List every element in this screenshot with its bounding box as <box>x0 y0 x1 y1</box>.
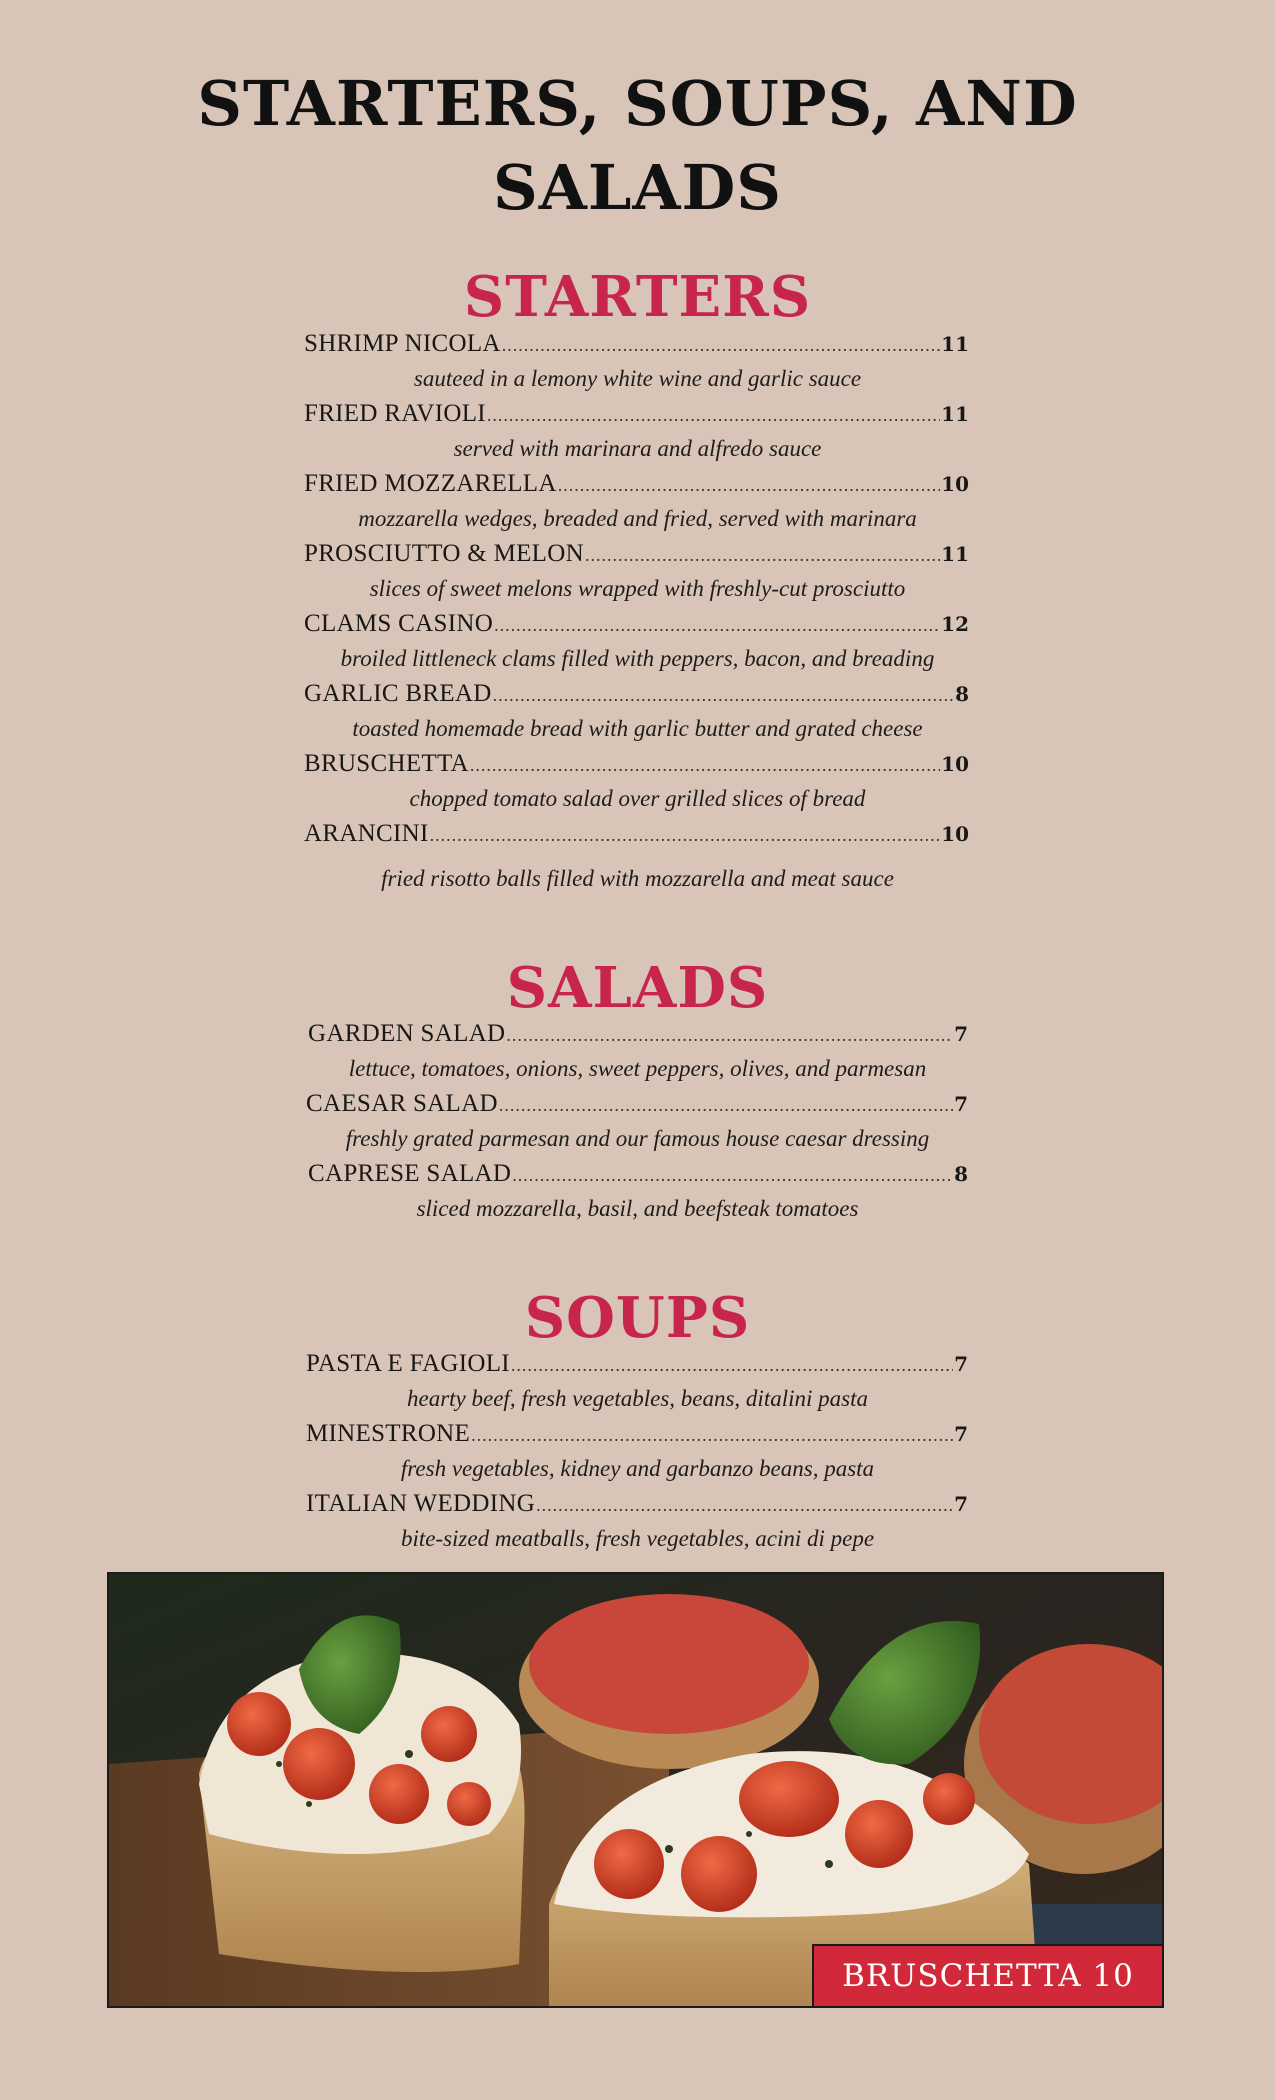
item-description: sauteed in a lemony white wine and garlic sauce <box>413 366 862 391</box>
item-price: 11 <box>941 402 969 426</box>
item-description: sliced mozzarella, basil, and beefsteak tomatoes <box>416 1196 859 1221</box>
menu-item-caprese-salad <box>308 1157 968 1191</box>
item-description: fresh vegetables, kidney and garbanzo beans, pasta <box>400 1456 875 1481</box>
bruschetta-photo <box>107 1572 1164 2008</box>
item-name: BRUSCHETTA <box>304 750 469 777</box>
item-description: slices of sweet melons wrapped with freshly-cut prosciutto <box>369 576 906 601</box>
dot-leader <box>470 748 940 782</box>
menu-item-caesar-salad <box>306 1087 968 1121</box>
item-name: ARANCINI <box>304 820 429 847</box>
item-price: 10 <box>941 752 969 776</box>
item-description: freshly grated parmesan and our famous house caesar dressing <box>345 1126 930 1151</box>
dot-leader <box>487 398 940 432</box>
dot-leader <box>471 1418 953 1452</box>
item-price: 12 <box>941 612 969 636</box>
dot-leader <box>511 1348 953 1382</box>
page-title-line-2: SALADS <box>492 151 783 224</box>
dot-leader <box>430 818 941 852</box>
item-name: ITALIAN WEDDING <box>306 1490 536 1517</box>
item-name: CAPRESE SALAD <box>308 1160 512 1187</box>
item-name: CAESAR SALAD <box>306 1090 498 1117</box>
dot-leader <box>493 678 954 712</box>
menu-item-bruschetta <box>304 747 969 781</box>
section-heading-salads: SALADS <box>506 955 769 1021</box>
item-name: GARDEN SALAD <box>308 1020 506 1047</box>
menu-item-prosciutto-melon <box>304 537 969 571</box>
item-description: lettuce, tomatoes, onions, sweet peppers, olives, and parmesan <box>348 1056 927 1081</box>
section-heading-starters: STARTERS <box>463 264 812 330</box>
item-description: hearty beef, fresh vegetables, beans, ditalini pasta <box>407 1386 868 1411</box>
dot-leader <box>512 1158 953 1192</box>
item-name: FRIED MOZZARELLA <box>304 470 557 497</box>
item-price: 8 <box>954 1162 968 1186</box>
page-title-line-1: STARTERS, SOUPS, AND <box>197 67 1078 140</box>
item-price: 7 <box>954 1022 968 1046</box>
item-description: mozzarella wedges, breaded and fried, served with marinara <box>358 506 917 531</box>
menu-item-arancini <box>304 817 969 851</box>
item-description: broiled littleneck clams filled with peppers, bacon, and breading <box>340 646 935 671</box>
menu-item-shrimp-nicola <box>304 327 969 361</box>
item-description: fried risotto balls filled with mozzarella and meat sauce <box>381 866 894 891</box>
item-price: 7 <box>954 1422 968 1446</box>
item-price: 10 <box>941 822 969 846</box>
item-price: 7 <box>954 1492 968 1516</box>
dot-leader <box>536 1488 953 1522</box>
item-name: CLAMS CASINO <box>304 610 494 637</box>
item-description: toasted homemade bread with garlic butter and grated cheese <box>352 716 923 741</box>
item-name: PROSCIUTTO & MELON <box>304 540 584 567</box>
dot-leader <box>502 328 940 362</box>
menu-item-fried-ravioli <box>304 397 969 431</box>
dot-leader <box>499 1088 953 1122</box>
item-name: GARLIC BREAD <box>304 680 492 707</box>
menu-item-clams-casino <box>304 607 969 641</box>
item-price: 11 <box>941 542 969 566</box>
item-description: bite-sized meatballs, fresh vegetables, acini di pepe <box>400 1526 875 1551</box>
item-price: 11 <box>941 332 969 356</box>
item-name: MINESTRONE <box>306 1420 471 1447</box>
item-description: served with marinara and alfredo sauce <box>453 436 822 461</box>
menu-item-garden-salad <box>308 1017 968 1051</box>
bruschetta-illustration <box>109 1574 1162 2006</box>
dot-leader <box>494 608 940 642</box>
item-name: SHRIMP NICOLA <box>304 330 501 357</box>
menu-item-fried-mozzarella <box>304 467 969 501</box>
dot-leader <box>558 468 940 502</box>
dot-leader <box>506 1018 953 1052</box>
page-title <box>0 62 1275 230</box>
item-price: 7 <box>954 1352 968 1376</box>
dot-leader <box>585 538 940 572</box>
item-name: PASTA E FAGIOLI <box>306 1350 510 1377</box>
item-name: FRIED RAVIOLI <box>304 400 486 427</box>
menu-item-minestrone <box>306 1417 968 1451</box>
menu-item-garlic-bread <box>304 677 969 711</box>
menu-item-italian-wedding <box>306 1487 968 1521</box>
item-price: 7 <box>954 1092 968 1116</box>
menu-item-pasta-e-fagioli <box>306 1347 968 1381</box>
section-heading-soups: SOUPS <box>524 1285 751 1351</box>
item-price: 10 <box>941 472 969 496</box>
photo-caption: BRUSCHETTA 10 <box>812 1944 1162 2006</box>
item-description: chopped tomato salad over grilled slices of bread <box>409 786 866 811</box>
item-price: 8 <box>955 682 969 706</box>
